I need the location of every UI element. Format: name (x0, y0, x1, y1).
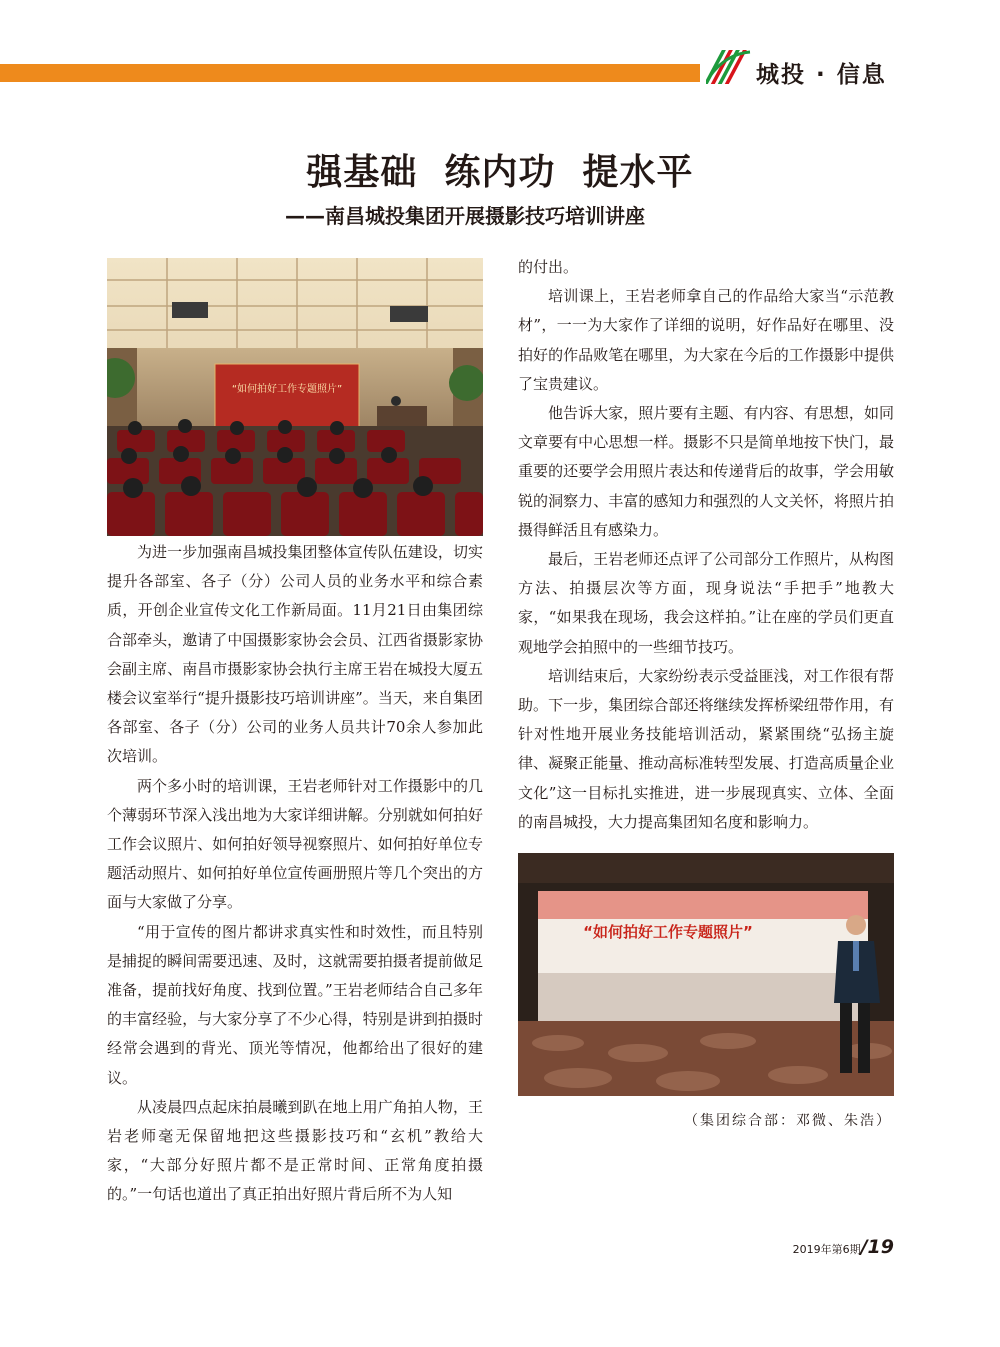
screen-title-text: “如何拍好工作专题照片” (583, 923, 753, 941)
body-paragraph: 最后，王岩老师还点评了公司部分工作照片，从构图方法、拍摄层次等方面，现身说法“手把手”地教大家，“如果我在现场，我会这样拍。”让在座的学员们更直观地学会拍照中的一些细节技巧。 (518, 550, 894, 656)
article-body-right (518, 253, 894, 837)
body-paragraph: 培训结束后，大家纷纷表示受益匪浅，对工作很有帮助。下一步，集团综合部还将继续发挥桥梁纽带作用，有针对性地开展业务技能培训活动，紧紧围绕“弘扬主旋律、凝聚正能量、推动高标准转型发展、打造高质量企业文化”这一目标扎实推进，进一步展现真实、立体、全面的南昌城投，大力提高集团知名度和影响力。 (518, 666, 894, 831)
section-title: 城投 · 信息 (756, 62, 887, 88)
body-paragraph: 为进一步加强南昌城投集团整体宣传队伍建设，切实提升各部室、各子（分）公司人员的业务水平和综合素质，开创企业宣传文化工作新局面。11月21日由集团综合部牵头，邀请了中国摄影家协会会员、江西省摄影家协会副主席、南昌市摄影家协会执行主席王岩在城投大厦五楼会议室举行“提升摄影技巧培训讲座”。当天，来自集团各部室、各子（分）公司的业务人员共计70余人参加此次培训。 (107, 543, 483, 766)
article-title: 强基础 练内功 提水平 (306, 152, 694, 193)
body-paragraph: 的付出。 (518, 258, 579, 276)
page-number: 19 (867, 1236, 894, 1258)
lecture-hall-photo (107, 258, 483, 536)
body-paragraph: 他告诉大家，照片要有主题、有内容、有思想，如同文章要有中心思想一样。摄影不只是简单地按下快门，最重要的还要学会用照片表达和传递背后的故事，学会用敏锐的洞察力、丰富的感知力和强烈的人文关怀，将照片拍摄得鲜活且有感染力。 (518, 404, 894, 539)
body-paragraph: 培训课上，王岩老师拿自己的作品给大家当“示范教材”，一一为大家作了详细的说明，好作品好在哪里、没拍好的作品败笔在哪里，为大家在今后的工作摄影中提供了宝贵建议。 (518, 287, 894, 393)
body-paragraph: 从凌晨四点起床拍晨曦到趴在地上用广角拍人物，王岩老师毫无保留地把这些摄影技巧和“玄机”教给大家，“大部分好照片都不是正常时间、正常角度拍摄的。”一句话也道出了真正拍出好照片背后所不为人知 (107, 1097, 483, 1204)
photo-credit: （集团综合部：邓微、朱浩） (684, 1113, 892, 1129)
lecturer-photo (518, 853, 894, 1096)
issue-label: 2019年第6期 (792, 1243, 861, 1256)
article-body-left (107, 538, 483, 1210)
chengtou-logo-icon (706, 46, 752, 88)
header-accent-bar (0, 64, 700, 82)
page-footer: 2019年第6期/19 (792, 1236, 894, 1258)
body-paragraph: “用于宣传的图片都讲求真实性和时效性，而且特别是捕捉的瞬间需要迅速、及时，这就需要拍摄者提前做足准备，提前找好角度、找到位置。”王岩老师结合自己多年的丰富经验，与大家分享了不少心得，特别是讲到拍摄时经常会遇到的背光、顶光等情况，他都给出了很好的建议。 (107, 922, 483, 1087)
article-subtitle: ——南昌城投集团开展摄影技巧培训讲座 (285, 204, 645, 228)
screen-title-text: “如何拍好工作专题照片” (231, 384, 343, 395)
body-paragraph: 两个多小时的培训课，王岩老师针对工作摄影中的几个薄弱环节深入浅出地为大家详细讲解。分别就如何拍好工作会议照片、如何拍好领导视察照片、如何拍好单位专题活动照片、如何拍好单位宣传画册照片等几个突出的方面与大家做了分享。 (107, 776, 483, 912)
